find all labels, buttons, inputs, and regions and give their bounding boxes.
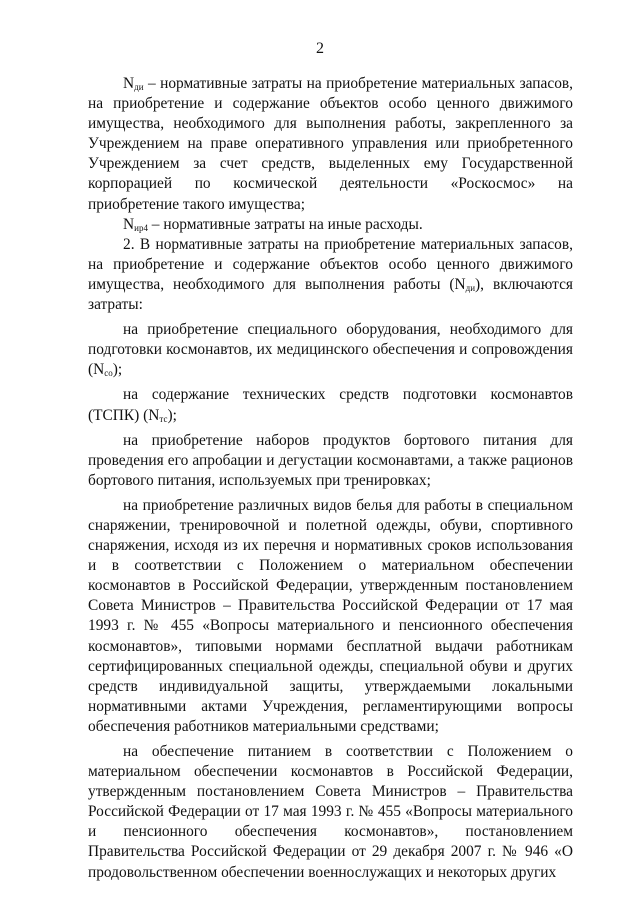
paragraph-text: на обеспечение питанием в соответствии с Положением о материальном обеспечении космонавтов в Российской Федерации, утвержденным постановлением Совета Министров – Правительства Российской Федерации от 17 мая 1993 г. № 455 «Вопросы материального и пенсионного обеспечения космонавтов», постановлением Правительства Российской Федерации от 29 декабря 2007 г. № 946 «О продовольственном обеспечении военнослужащих и некоторых других	[88, 743, 573, 881]
symbol-subscript: тс	[159, 413, 168, 424]
symbol-subscript: ди	[465, 282, 476, 293]
document-body	[88, 74, 573, 883]
paragraph-3	[88, 235, 573, 315]
paragraph-6	[88, 431, 573, 491]
paragraph-1	[88, 74, 573, 215]
symbol-subscript: со	[104, 368, 113, 379]
paragraph-7	[88, 496, 573, 737]
symbol: N	[93, 361, 105, 379]
paragraph-text: );	[112, 361, 123, 379]
paragraph-text: на приобретение наборов продуктов бортового питания для проведения его апробации и дегустации космонавтами, а также рационов бортового питания, используемых при тренировках;	[88, 431, 573, 489]
symbol: N	[123, 215, 135, 233]
paragraph-text: на приобретение различных видов белья для работы в специальном снаряжении, тренировочной и полетной одежды, обуви, спортивного снаряжения, исходя из их перечня и нормативных сроков использования и в соответствии с Положением о материальном обеспечении космонавтов в Российской Федерации, утвержденным постановлением Совета Министров – Правительства Российской Федерации от 17 мая 1993 г. № 455 «Вопросы материального и пенсионного обеспечения космонавтов», типовыми нормами бесплатной выдачи работникам сертифицированных специальной одежды, специальной обуви и других средств индивидуальной защиты, утверждаемыми локальными нормативными актами Учреждения, регламентирующими вопросы обеспечения работников материальными средствами;	[88, 496, 573, 735]
paragraph-8	[88, 742, 573, 883]
paragraph-text: на приобретение специального оборудования, необходимого для подготовки космонавтов, их медицинского обеспечения и сопровождения (	[88, 321, 573, 379]
paragraph-text: на содержание технических средств подготовки космонавтов (ТСПК) (	[88, 386, 573, 424]
symbol-subscript: ир4	[134, 222, 148, 233]
paragraph-text: ), включаются затраты:	[88, 275, 573, 314]
symbol: N	[148, 406, 160, 424]
symbol: N	[454, 275, 466, 293]
paragraph-5	[88, 385, 573, 425]
symbol-subscript: ди	[134, 82, 144, 92]
paragraph-4	[88, 320, 573, 380]
paragraph-text: );	[167, 406, 177, 424]
page-number: 2	[316, 40, 324, 57]
paragraph-text: – нормативные затраты на приобретение материальных запасов, на приобретение и содержание объектов особо ценного движимого имущества, необходимого для выполнения работы, закрепленного за Учреждением на праве оперативного управления или приобретенного Учреждением за счет средств, выделенных ему Государственной корпорацией по космической деятельности «Роскосмос» на приобретение такого имущества;	[88, 75, 573, 213]
symbol: N	[123, 75, 135, 92]
paragraph-2	[88, 215, 573, 235]
paragraph-text: – нормативные затраты на иные расходы.	[147, 215, 423, 233]
paragraph-text: 2. В нормативные затраты на приобретение материальных запасов, на приобретение и содержание объектов особо ценного движимого имущества, необходимого для выполнения работы (	[88, 235, 573, 293]
